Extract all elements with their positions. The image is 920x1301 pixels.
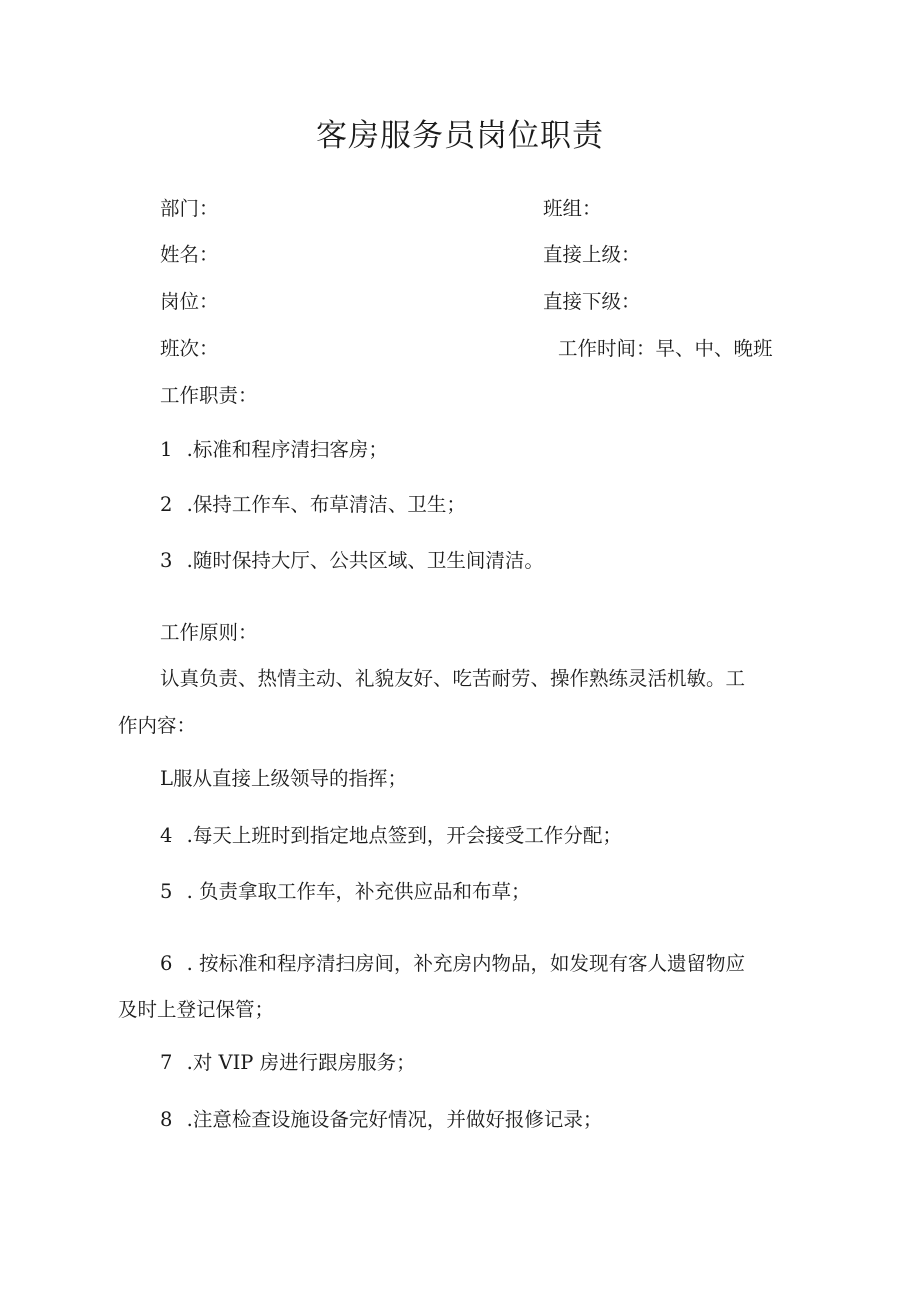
content-text: .每天上班时到指定地点签到，开会接受工作分配；: [186, 824, 622, 847]
duty-item: [160, 551, 544, 571]
duty-number: 2: [160, 493, 173, 516]
content-number: 7: [160, 1051, 173, 1074]
duties-heading: 工作职责：: [160, 384, 258, 407]
content-item: [160, 882, 531, 902]
content-text: .对 VIP 房进行跟房服务；: [186, 1051, 416, 1074]
document-title: 客房服务员岗位职责: [316, 118, 604, 154]
content-number: 4: [160, 824, 173, 847]
supervisor-label: 直接上级：: [543, 243, 641, 266]
subordinate-label: 直接下级：: [543, 290, 641, 313]
name-label: 姓名：: [160, 243, 219, 266]
shift-label: 班次：: [160, 337, 219, 360]
content-text-line1: . 按标准和程序清扫房间，补充房内物品，如发现有客人遗留物应: [186, 952, 746, 975]
content-item-l: L服从直接上级领导的指挥；: [160, 767, 407, 790]
principles-heading: 工作原则：: [160, 621, 258, 644]
duty-number: 1: [160, 438, 173, 461]
content-item: [160, 826, 622, 846]
duty-number: 3: [160, 549, 173, 572]
duty-item: [160, 440, 388, 460]
content-number: 5: [160, 880, 173, 903]
content-item: [160, 1110, 602, 1130]
content-number: 6: [160, 952, 173, 975]
content-text: .注意检查设施设备完好情况，并做好报修记录；: [186, 1108, 603, 1131]
content-text: . 负责拿取工作车，补充供应品和布草；: [186, 880, 531, 903]
dept-label: 部门：: [160, 197, 219, 220]
content-item-6: [160, 954, 745, 974]
principles-text-line1: 认真负责、热情主动、礼貌友好、吃苦耐劳、操作熟练灵活机敏。工: [160, 667, 746, 690]
content-text-line2: 及时上登记保管；: [118, 998, 275, 1021]
duty-text: .保持工作车、布草清洁、卫生；: [186, 493, 466, 516]
content-item: [160, 1053, 416, 1073]
duty-text: .随时保持大厅、公共区域、卫生间清洁。: [186, 549, 544, 572]
team-label: 班组：: [543, 197, 602, 220]
duty-text: .标准和程序清扫客房；: [186, 438, 388, 461]
position-label: 岗位：: [160, 290, 219, 313]
content-number: 8: [160, 1108, 173, 1131]
principles-text-line2: 作内容：: [118, 714, 197, 737]
duty-item: [160, 495, 466, 515]
work-time-label: 工作时间：早、中、晚班: [558, 337, 773, 360]
